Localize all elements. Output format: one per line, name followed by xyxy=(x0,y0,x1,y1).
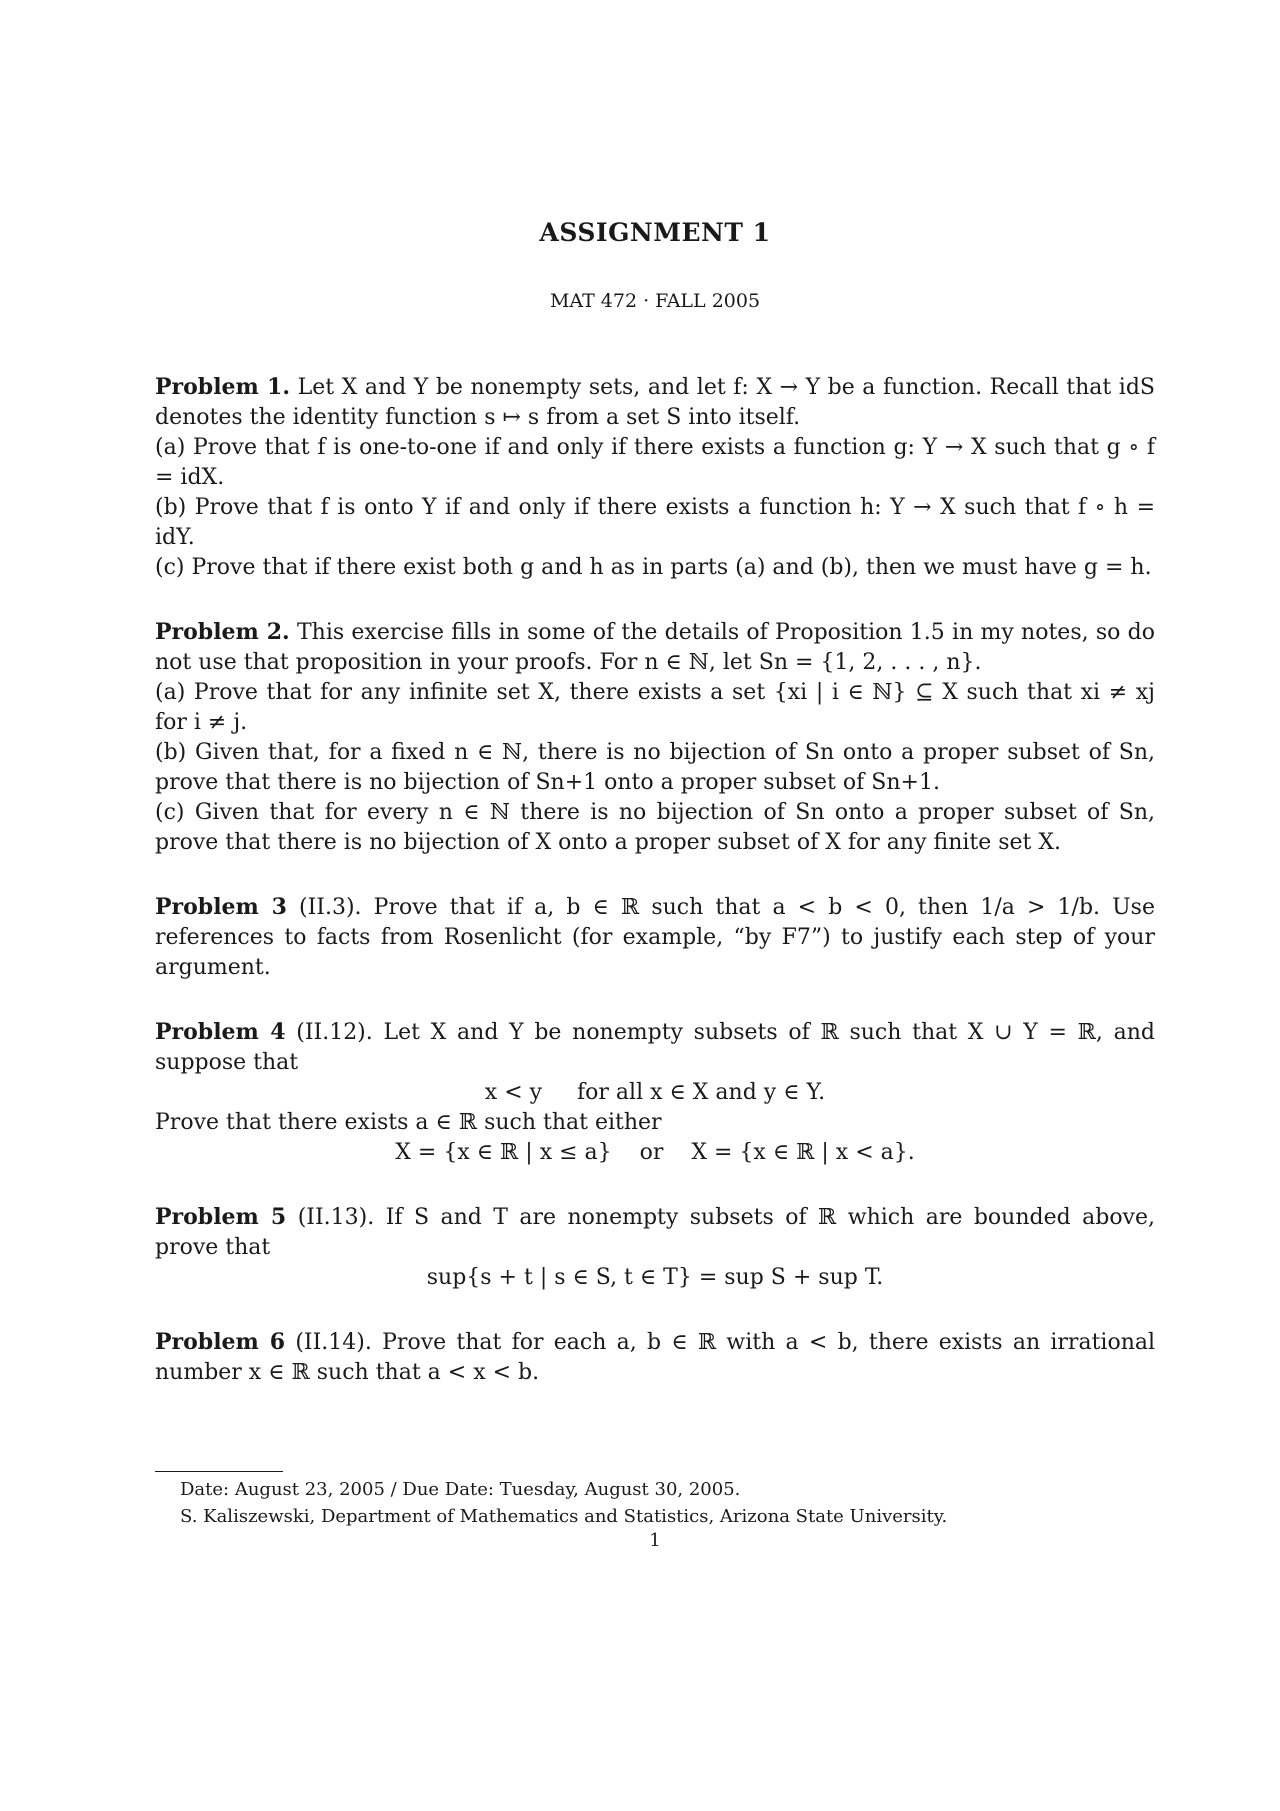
problem-4-heading: Problem 4 xyxy=(155,1019,286,1045)
problem-4-display-2: X = {x ∈ ℝ | x ≤ a} or X = {x ∈ ℝ | x < a}. xyxy=(395,1140,915,1165)
footnote-dates: Date: August 23, 2005 / Due Date: Tuesday, August 30, 2005. xyxy=(180,1479,741,1500)
problem-3-text: Prove that if a, b ∈ ℝ such that a < b < 0, then 1/a > 1/b. Use references to facts from Rosenlicht (for example, “by F7”) to justify each step of your argument. xyxy=(155,895,1155,980)
document-subtitle: MAT 472 · FALL 2005 xyxy=(549,290,761,312)
problem-1-part-c: (c) Prove that if there exist both g and h as in parts (a) and (b), then we must have g = h. xyxy=(155,555,1152,580)
problem-3-heading: Problem 3 xyxy=(155,894,287,920)
problem-6-text: Prove that for each a, b ∈ ℝ with a < b, there exists an irrational number x ∈ ℝ such that a < x < b. xyxy=(155,1330,1156,1385)
problem-3-intro xyxy=(155,892,1155,983)
footnote xyxy=(180,1476,1160,1530)
problems-body xyxy=(155,372,1155,1422)
problem-5-ref: (II.13). xyxy=(297,1205,375,1230)
problem-3-ref: (II.3). xyxy=(299,895,362,920)
problem-3 xyxy=(155,892,1155,983)
problem-6 xyxy=(155,1327,1155,1388)
footnote-rule xyxy=(155,1471,283,1472)
problem-5 xyxy=(155,1202,1155,1293)
page-number: 1 xyxy=(649,1530,661,1551)
problem-2-part-c: (c) Given that for every n ∈ ℕ there is no bijection of Sn onto a proper subset of Sn, prove that there is no bijection of X onto a proper subset of X for any finite set X. xyxy=(155,800,1155,855)
problem-4-display-1: x < y for all x ∈ X and y ∈ Y. xyxy=(484,1080,826,1105)
problem-4-middle: Prove that there exists a ∈ ℝ such that either xyxy=(155,1110,662,1135)
problem-5-heading: Problem 5 xyxy=(155,1204,287,1230)
problem-2-part-a: (a) Prove that for any infinite set X, there exists a set {xi | i ∈ ℕ} ⊆ X such that xi ≠ xj for i ≠ j. xyxy=(155,680,1155,735)
problem-5-display: sup{s + t | s ∈ S, t ∈ T} = sup S + sup T. xyxy=(426,1265,884,1290)
problem-2-part-b: (b) Given that, for a fixed n ∈ ℕ, there is no bijection of Sn onto a proper subset of Sn, prove that there is no bijection of Sn+1 onto a proper subset of Sn+1. xyxy=(155,740,1155,795)
problem-4-intro xyxy=(155,1017,1155,1078)
problem-4 xyxy=(155,1017,1155,1168)
problem-2-intro xyxy=(155,617,1155,678)
document-title: ASSIGNMENT 1 xyxy=(539,218,771,247)
footnote-author: S. Kaliszewski, Department of Mathematics and Statistics, Arizona State University. xyxy=(180,1506,948,1527)
problem-4-ref: (II.12). xyxy=(296,1020,373,1045)
problem-1-part-b: (b) Prove that f is onto Y if and only if there exists a function h: Y → X such that f ∘ h = idY. xyxy=(155,495,1155,550)
problem-2-heading: Problem 2. xyxy=(155,619,290,645)
problem-1 xyxy=(155,372,1155,583)
problem-1-text: Let X and Y be nonempty sets, and let f: X → Y be a function. Recall that idS denotes the identity function s ↦ s from a set S into itself. xyxy=(155,375,1155,430)
problem-4-text: Let X and Y be nonempty subsets of ℝ such that X ∪ Y = ℝ, and suppose that xyxy=(155,1020,1156,1075)
problem-5-text: If S and T are nonempty subsets of ℝ which are bounded above, prove that xyxy=(155,1205,1156,1260)
problem-1-intro xyxy=(155,372,1155,433)
problem-5-intro xyxy=(155,1202,1155,1263)
problem-6-ref: (II.14). xyxy=(295,1330,372,1355)
problem-2-text: This exercise fills in some of the details of Proposition 1.5 in my notes, so do not use that proposition in your proofs. For n ∈ ℕ, let Sn = {1, 2, . . . , n}. xyxy=(155,620,1155,675)
problem-1-part-a: (a) Prove that f is one-to-one if and only if there exists a function g: Y → X such that g ∘ f = idX. xyxy=(155,435,1155,490)
problem-1-heading: Problem 1. xyxy=(155,374,291,400)
problem-6-intro xyxy=(155,1327,1155,1388)
problem-6-heading: Problem 6 xyxy=(155,1329,286,1355)
problem-2 xyxy=(155,617,1155,858)
